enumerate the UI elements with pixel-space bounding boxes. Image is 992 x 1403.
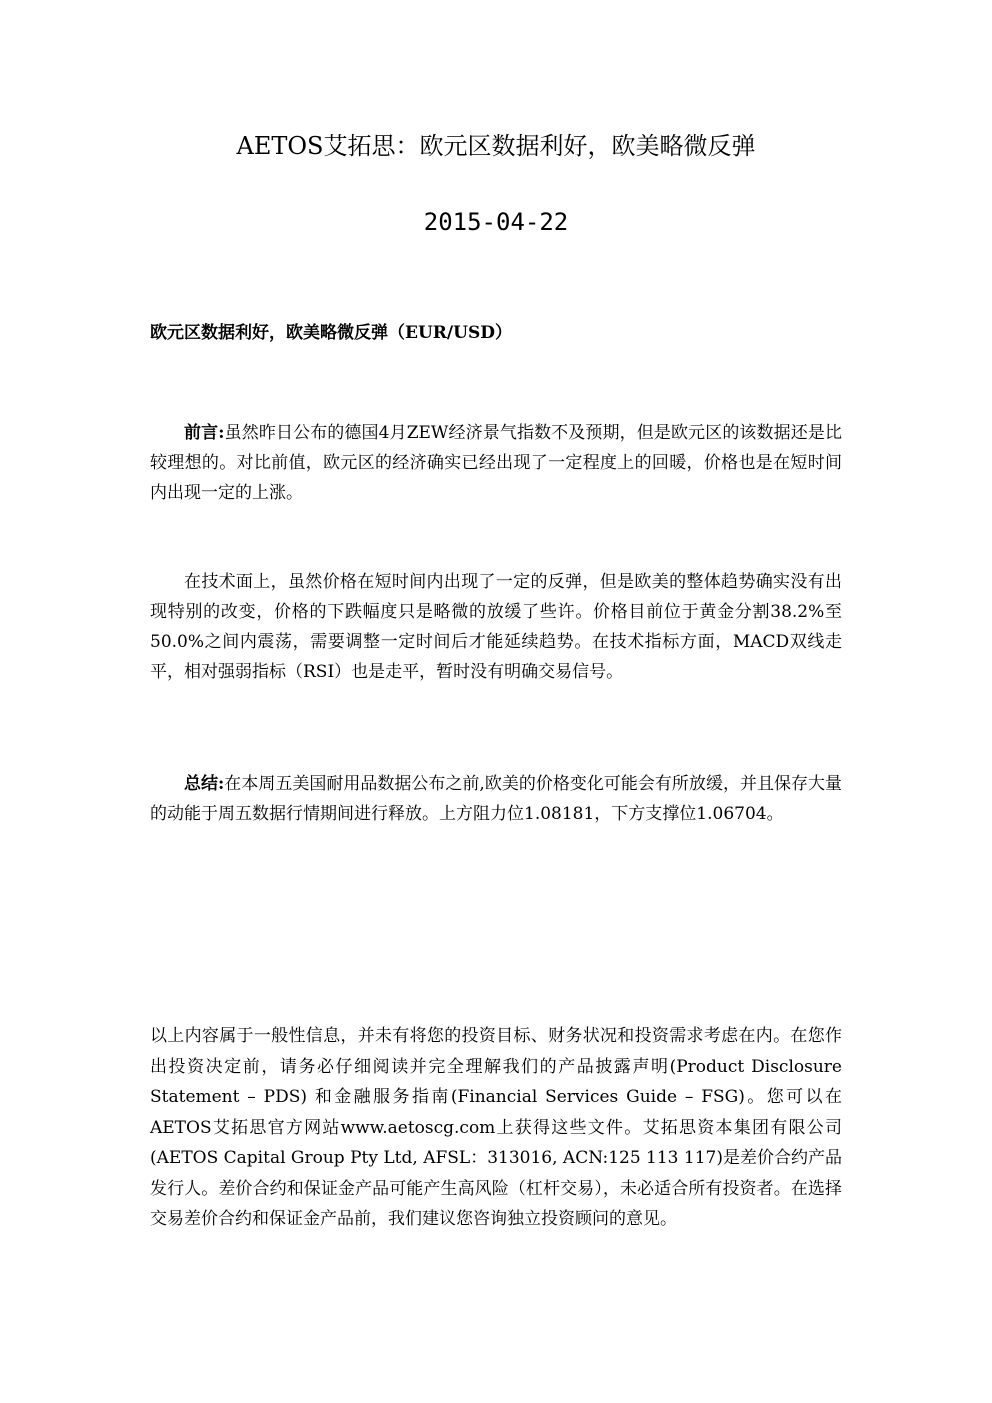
intro-text: 虽然昨日公布的德国4月ZEW经济景气指数不及预期，但是欧元区的该数据还是比较理想的。对比前值，欧元区的经济确实已经出现了一定程度上的回暖，价格也是在短时间内出现一定的上涨。 bbox=[150, 423, 843, 503]
summary-text: 在本周五美国耐用品数据公布之前,欧美的价格变化可能会有所放缓，并且保存大量的动能于周五数据行情期间进行释放。上方阻力位1.08181，下方支撑位1.06704。 bbox=[150, 774, 842, 824]
technical-paragraph bbox=[150, 567, 842, 687]
intro-paragraph bbox=[150, 418, 842, 508]
technical-text: 在技术面上，虽然价格在短时间内出现了一定的反弹，但是欧美的整体趋势确实没有出现特别的改变，价格的下跌幅度只是略微的放缓了些许。价格目前位于黄金分割38.2%至50.0%之间内震荡，需要调整一定时间后才能延续趋势。在技术指标方面，MACD双线走平，相对强弱指标（RSI）也是走平，暂时没有明确交易信号。 bbox=[150, 572, 842, 682]
summary-paragraph bbox=[150, 769, 842, 829]
summary-lead-label: 总结: bbox=[184, 774, 225, 794]
intro-lead-label: 前言: bbox=[184, 423, 225, 443]
disclaimer-paragraph: 以上内容属于一般性信息，并未有将您的投资目标、财务状况和投资需求考虑在内。在您作出投资决定前，请务必仔细阅读并完全理解我们的产品披露声明(Product Disclosure Statement – PDS) 和金融服务指南(Financial Services Guide – FSG)。您可以在AETOS艾拓思官方网站www.aetoscg.com上获得这些文件。艾拓思资本集团有限公司(AETOS Capital Group Pty Ltd, AFSL：313016, ACN:125 113 117)是差价合约产品发行人。差价合约和保证金产品可能产生高风险（杠杆交易），未必适合所有投资者。在选择交易差价合约和保证金产品前，我们建议您咨询独立投资顾问的意见。 bbox=[150, 1026, 842, 1229]
document-date: 2015-04-22 bbox=[423, 208, 569, 236]
section-heading: 欧元区数据利好，欧美略微反弹（EUR/USD） bbox=[150, 323, 512, 343]
document-title: AETOS艾拓思：欧元区数据利好，欧美略微反弹 bbox=[236, 132, 756, 160]
